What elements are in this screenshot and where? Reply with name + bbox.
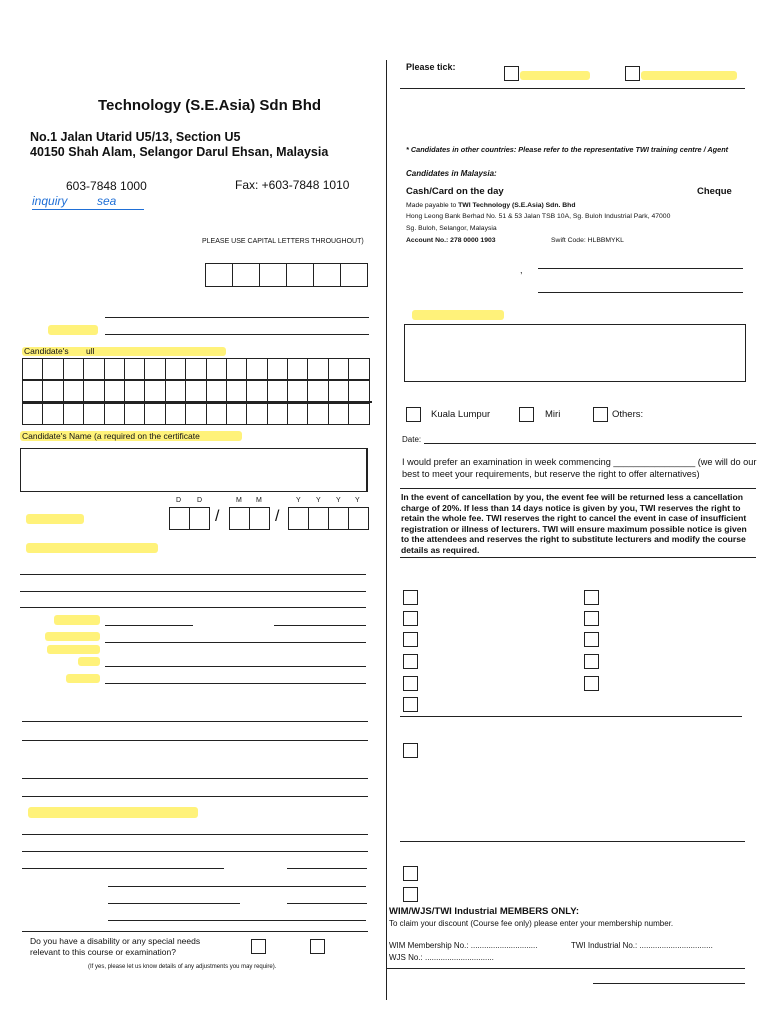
highlight-field (66, 674, 100, 683)
please-tick-label: Please tick: (406, 62, 456, 72)
location-kl-label: Kuala Lumpur (431, 409, 491, 420)
field-line[interactable] (22, 796, 368, 797)
option-checkbox[interactable] (584, 632, 599, 647)
field-line (400, 88, 745, 89)
section-line (400, 488, 756, 489)
date-line[interactable] (424, 443, 756, 444)
field-line[interactable] (538, 268, 743, 269)
dob-year-boxes[interactable] (288, 507, 369, 530)
sea-link[interactable]: sea (97, 194, 117, 208)
field-line[interactable] (105, 334, 369, 335)
comma-mark: , (520, 265, 523, 275)
cash-card-label: Cash/Card on the day (406, 186, 504, 197)
dob-letter: Y (316, 497, 321, 504)
disability-question: Do you have a disability or any special needs relevant to this course or examination? (30, 936, 201, 957)
inquiry-link[interactable]: inquiry (32, 194, 68, 208)
highlight-field (26, 543, 158, 553)
bank-city: Sg. Buloh, Selangor, Malaysia (406, 225, 497, 232)
field-line[interactable] (105, 625, 193, 626)
disability-no-checkbox[interactable] (310, 939, 325, 954)
field-line[interactable] (287, 868, 367, 869)
company-name: Technology (S.E.Asia) Sdn Bhd (98, 97, 322, 114)
option-checkbox[interactable] (403, 697, 418, 712)
field-line[interactable] (105, 642, 366, 643)
full-name-grid-row3[interactable] (22, 403, 370, 425)
field-line[interactable] (108, 903, 240, 904)
link-underline (32, 209, 144, 210)
swift-code: Swift Code: HLBBMYKL (551, 237, 624, 244)
in-malaysia-label: Candidates in Malaysia: (406, 169, 497, 178)
dob-letter: M (236, 497, 242, 504)
payable-prefix: Made payable to (406, 202, 459, 209)
details-textbox[interactable] (404, 324, 746, 382)
payable-to (406, 202, 575, 209)
option-checkbox[interactable] (584, 676, 599, 691)
option-checkbox[interactable] (403, 632, 418, 647)
option-checkbox[interactable] (403, 654, 418, 669)
highlight-field (47, 645, 100, 654)
candidate-cert-name-label: Candidate's Name (a required on the certificate (22, 431, 200, 441)
wim-membership[interactable]: WIM Membership No.: .............................. (389, 941, 538, 950)
location-others-checkbox[interactable] (593, 407, 608, 422)
field-line[interactable] (22, 721, 368, 722)
fax-number: Fax: +603-7848 1010 (235, 178, 350, 192)
section-line (400, 716, 742, 717)
field-line[interactable] (105, 317, 369, 318)
option-checkbox[interactable] (403, 611, 418, 626)
field-line[interactable] (108, 886, 366, 887)
field-line[interactable] (20, 591, 366, 592)
date-slash: / (275, 508, 280, 525)
twi-industrial-number[interactable]: TWI Industrial No.: ................................. (571, 941, 713, 950)
location-miri-checkbox[interactable] (519, 407, 534, 422)
highlight-field (48, 325, 98, 335)
dob-letter: Y (355, 497, 360, 504)
wjs-number[interactable]: WJS No.: ............................... (389, 953, 494, 962)
full-name-grid-row1[interactable] (22, 358, 370, 380)
field-line[interactable] (22, 740, 368, 741)
highlight-field (45, 632, 100, 641)
dob-letter: M (256, 497, 262, 504)
dob-letter: D (197, 497, 203, 504)
location-others-label: Others: (612, 409, 644, 420)
candidate-full-label-tail: ull (86, 346, 95, 356)
section-line (400, 841, 745, 842)
full-name-grid-row2[interactable] (22, 380, 370, 402)
address-line-2: 40150 Shah Alam, Selangor Darul Ehsan, Malaysia (30, 145, 329, 159)
address-line-1: No.1 Jalan Utarid U5/13, Section U5 (30, 130, 241, 144)
highlight-field (78, 657, 100, 666)
phone-number: 603-7848 1000 (66, 179, 147, 193)
location-miri-label: Miri (545, 409, 561, 420)
option-checkbox[interactable] (403, 887, 418, 902)
candidate-full-label: Candidate's (24, 346, 69, 356)
field-line[interactable] (105, 666, 366, 667)
dob-month-boxes[interactable] (229, 507, 270, 530)
field-line[interactable] (20, 607, 366, 608)
field-line[interactable] (108, 920, 366, 921)
highlight-tick-option-2 (641, 71, 737, 80)
section-line (386, 968, 745, 969)
other-countries-note: * Candidates in other countries: Please refer to the representative TWI training centre / Agent (406, 145, 729, 154)
exam-preference-text: I would prefer an examination in week commencing ________________ (we will do our best to meet your requirements, but reserve the right to offer alternatives) (402, 457, 757, 479)
dob-day-boxes[interactable] (169, 507, 210, 530)
members-title: WIM/WJS/TWI Industrial MEMBERS ONLY: (389, 906, 579, 917)
field-line[interactable] (287, 903, 367, 904)
cheque-label: Cheque (697, 186, 732, 197)
dob-letter: Y (336, 497, 341, 504)
field-line[interactable] (20, 574, 366, 575)
option-checkbox[interactable] (584, 590, 599, 605)
location-kl-checkbox[interactable] (406, 407, 421, 422)
field-line[interactable] (22, 851, 368, 852)
option-checkbox[interactable] (584, 654, 599, 669)
highlight-field (54, 615, 100, 625)
column-divider (386, 60, 387, 1000)
disability-note: (If yes, please let us know details of any adjustments you may require). (88, 964, 277, 970)
payable-company: TWI Technology (S.E.Asia) Sdn. Bhd (458, 202, 576, 209)
reference-code-boxes[interactable] (205, 263, 368, 287)
field-line[interactable] (274, 625, 366, 626)
disability-yes-checkbox[interactable] (251, 939, 266, 954)
option-checkbox[interactable] (403, 676, 418, 691)
highlight-tick-option-1 (520, 71, 590, 80)
field-line[interactable] (105, 683, 366, 684)
tick-option-1-checkbox[interactable] (504, 66, 519, 81)
members-subtitle: To claim your discount (Course fee only) please enter your membership number. (389, 919, 674, 928)
signature-line[interactable] (593, 983, 745, 984)
field-line[interactable] (538, 292, 743, 293)
cancellation-policy: In the event of cancellation by you, the event fee will be returned less a cancellation charge of 20%. If less than 14 days notice is given by you, TWI reserves the right to retain the whole fee. TWI reserves the right to cancel the event in case of insufficient registration or illness of lecturers. TWI will ensure maximum possible notice is given to the attendees and reserves the right to substitute lecturers and modify the course details as required. (401, 492, 747, 555)
option-checkbox[interactable] (403, 590, 418, 605)
date-label: Date: (402, 435, 422, 444)
tick-option-2-checkbox[interactable] (625, 66, 640, 81)
field-line[interactable] (22, 778, 368, 779)
option-checkbox[interactable] (584, 611, 599, 626)
dob-letter: D (176, 497, 182, 504)
highlight-dob (26, 514, 84, 524)
certificate-name-box[interactable] (20, 448, 368, 492)
field-line[interactable] (22, 868, 224, 869)
option-checkbox[interactable] (403, 743, 418, 758)
account-number: Account No.: 278 0000 1903 (406, 237, 496, 244)
capital-letters-note: PLEASE USE CAPITAL LETTERS THROUGHOUT) (202, 238, 364, 245)
field-line (22, 931, 368, 932)
dob-letter: Y (296, 497, 301, 504)
field-line[interactable] (22, 834, 368, 835)
highlight-field (412, 310, 504, 320)
bank-address: Hong Leong Bank Berhad No. 51 & 53 Jalan TSB 10A, Sg. Buloh Industrial Park, 47000 (406, 213, 671, 220)
option-checkbox[interactable] (403, 866, 418, 881)
section-line (400, 557, 756, 558)
highlight-field (28, 807, 198, 818)
date-slash: / (215, 508, 220, 525)
